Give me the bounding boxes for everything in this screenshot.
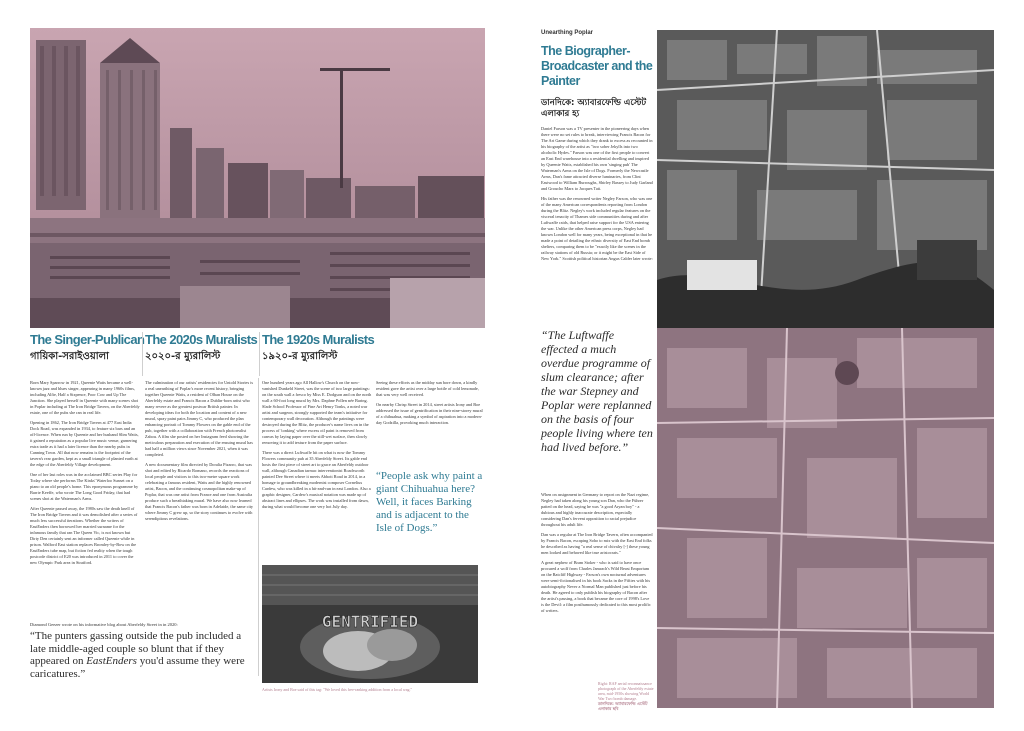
paragraph: Daniel Farson was a TV presenter in the pioneering days when there were no set rules to break, interviewing Francis Bacon for The Art Game during which they drank to excess as recounted in his biography of the artist as "two sober Jekylls into two alcoholic Hydes." Farson was one of the first people to convert an East End warehouse into a residential dwelling and inspired by Queenie Watts, established his own 'singing pub' The Waterman's Arms on the Isle of Dogs. Formerly the Newcastle Arms, Dan's fame attracted diverse luminaries, from Clint Eastwood to William Burroughs, Shirley Bassey to Judy Garland and Groucho Marx to Jacques Tati. [541,126,653,191]
paragraph: Dan was a regular at The Iron Bridge Tavern, often accompanied by Francis Bacon, escaping Soho to mix with the East End folks he described as having "a real sense of chivalry [-] these young men looked and behaved like true aristocrats." [541,532,653,555]
section-kicker: Unearthing Poplar [541,30,594,36]
column-title: The 2020s Muralists [145,332,258,347]
column-divider [258,378,259,676]
paragraph: On nearby Chrisp Street in 2014, street artists Irony and Boe addressed the issue of gentrification in their nine-storey mural of a chihuahua, making a symbol of aspiration into a modern-day Godzilla, provoking much interaction. [376,402,483,425]
paragraph: After Queenie passed away, the 1980s saw the death knell of The Iron Bridge Tavern and it was demolished after a series of much less successful iterations. Whether the writers of EastEnders then borrowed her married surname for the infamous family that ran The Queen Vic, is not known but Dirty Den certainly sent an informer called Queenie while in prison. Walford East station replaces Bromley-by-Bow on the EastEnders tube map, but fiction fed reality when the tough postcode district of E20 was introduced in 2011 to cover the new Olympic Park area in Stratford. [30,506,138,565]
graffiti-caption: Artists Irony and Boe said of this tag: "We loved this free-ranking addition from a local wag." [262,687,413,692]
article-bengali-title: ডানদিকে: অ্যাবারফেল্ডি এস্টেট এলাকার হ্য [541,98,647,119]
column-title: The Singer-Publican [30,332,145,347]
aerial-map-pink-illustration [657,328,994,708]
canary-wharf-skyline-photo [30,28,485,328]
column-divider [259,332,260,376]
aerial-photo-pink-tint [657,328,994,708]
aerial-map-illustration [657,30,994,362]
column-bengali-title: গায়িকা-সরাইওয়ালা [30,351,109,362]
caption-bengali: ডানদিকে: অ্যাবারফেল্ডি এস্টেট এলাকার ছবি [598,701,648,711]
pull-quote-chihuahua: “People ask why paint a giant Chihuahua here? Well, it faces Barking and is adjacent to the Isle of Dogs.” [376,470,483,534]
column-text-1 [30,380,140,570]
paragraph: A new documentary film directed by Doralia Pizarro, that was shot and edited by Ricardo Romano, records the reactions of local people and visitors to this two-metre square work celebrating a famous resident, Watts and the highly renowned artist, Bacon, and the continuing cosmopolitan make-up of Poplar, that was one artist from France and one from Australia produce such a breathtaking mural. We have also now learned that Francis Bacon's father was born in Adelaide, the same city where Jimmy C grew up, so the story continues to evolve with serendipitous revelations. [145,462,254,521]
aerial-photo-grayscale [657,30,994,362]
pull-quote-text: “The punters gassing outside the pub included a late middle-aged couple so blunt that if they appeared on [30,630,242,667]
paragraph: Seeing these efforts as the midday sun bore down, a kindly resident gave the artist over a large bottle of cold lemonade, that was very well received. [376,380,479,397]
right-column-text [541,126,653,266]
paragraph: One hundred years ago All Hallow's Church on the now-vanished Dunkeld Street, was the scene of two large paintings: on the south wall a fresco by Miss E. Dodgson and on the north wall a 60-foot long mural by Mrs. Daphne Pollen née Baring. Slade School Professor of Fine Art Henry Tonks, a noted war artist and surgeon, strongly supported the team's initiative for contemporary wall decoration. Although the paintings were destroyed during the Blitz, the producer's name lives on in the process of 'tonking' where excess oil paint is removed from canvas by laying paper over the still-wet surface, then slowly removing it to add texture from the paper surface. [262,380,372,445]
column-text-4 [376,380,484,430]
pull-quote-luftwaffe: “The Luftwaffe effected a much overdue programme of slum clearance; after the war Stepney and Poplar were replanned on the basis of four people living where ten had lived before.” [541,328,653,454]
column-title: The 1920s Muralists [262,332,375,347]
paragraph: There was a direct Luftwaffe hit on what is now the Tommy Flowers community pub at 35 Aberfeldy Street. Its gable end hosts the first piece of street art to grace an Aberfeldy outdoor wall, although Canadian tarmac interventionist Roadsworth painted Dee Street where it meets Abbott Road in 2014, in a homage to groundbreaking modernist composer Cornelius Cardew, who was killed in a hit-and-run in east London. Also a graphic designer, Cardew's musical notation was made up of abstract lines and ellipses. The work was installed from dawn, during what would become one very hot July day. [262,450,371,509]
pull-quote-text: you'd assume they were caricatures.” [30,655,245,680]
skyline-illustration [30,28,485,328]
right-column-text-continued [541,492,653,618]
paragraph: When on assignment in Germany to report on the Nazi regime, Negley had taken along his young son Dan, who the Führer patted on the head, saying he was "a good Aryan boy" - a dubious and highly inaccurate description, especially considering Dan's fervent opposition to racial prejudice throughout his adult life. [541,492,650,527]
paragraph: Born Mary Sparrow in 1921, Queenie Watts became a well-known jazz and blues singer, appearing in many 1960s films, including Alfie, Half a Sixpence, Poor Cow and Up The Junction. She played herself in Queenie with many scenes shot in Poplar including at The Iron Bridge Tavern, on the Aberfeldy estate, one of the pubs she ran in real life. [30,380,140,415]
paragraph: The culmination of our artists' residencies for Untold Stories is a real unearthing of Poplar's more recent history, bringing together Queenie Watts, a resident of Olban House on the Aberfeldy estate and Francis Bacon a Dublin-born artist who many revere as the greatest postwar British painter. In developing ideas for both the location and content of a new mural, spray paint pairs Jimmy C, who produced the plan enhancing portrait of Tommy Flowers on the gable end of the pub, together with a collaboration with French photorealist Zabou. A film she posted on her Instagram feed showing the meticulous preparation and execution of the ensuing mural has had half a million views since November 2021, when it was completed. [145,380,254,457]
paragraph: His father was the renowned writer Negley Farson, who was one of the many American correspondents reporting from London during the Blitz. Negley's work included regular features on the visceral tenacity of Thames side communities during and after Luftwaffe raids, that helped raise support for the USA entering the war. Unlike the other American press corps, Negley had known London well for many years, being exceptional in that he made a point of detailing the ethnic diversity of East End bomb shelters, comparing them to be "exactly like the scenes in the railway stations of old Russia; or it might be the East Side of New York." Scottish political historian Angus Calder later wrote: [541,196,653,261]
left-page [30,28,485,708]
pull-quote-punters [30,630,258,680]
paragraph: Opening in 1862, The Iron Bridge Tavern at 477 East India Dock Road, was expanded in 1934, to feature six bars and an off-licence. When run by Queenie and her husband Slim Watts, it gained a reputation as a popular live music venue, garnering extra trade as it had a later licence than the nearby pubs in Canning Town. All that now remains is the footprint of the tavern's rear garden, kept as a small triangle of planted earth at the edge of the Aberfeldy Village development. [30,420,139,467]
column-text-2 [145,380,255,526]
column-text-3 [262,380,372,514]
caption-text: Right: RAF aerial reconnaissance photograph of the Aberfeldy estate area, mid-1950s showing World War Two bomb damage. [598,681,654,701]
column-heading-2020s-muralists [145,332,257,380]
column-heading-singer-publican [30,332,145,380]
quote-intro: Diamond Geezer wrote on his informative blog about Aberfeldy Street in in 2020: [30,622,178,627]
graffiti-tag-text: GENTRIFIED [321,612,419,631]
graffiti-illustration [262,565,478,683]
paragraph: A great nephew of Bram Stoker - who is said to have once procured a wolf from Charles Jamrach's Wild Beast Emporium on the Ratcliff Highway - Farson's own nocturnal adventures were semi-fictionalised in his book Sacks in the Fifties with his autobiography Never a Normal Man published just before his death. He agreed to only publish his biography of Bacon after the artist's passing, a book that became the core of 1998's Love is the Devil: a film posthumously dedicated to this most prolific of writers. [541,560,651,613]
column-bengali-title: ২০২০-র ম্যুরালিস্ট [145,351,221,362]
column-bengali-title: ১৯২০-র ম্যুরালিস্ট [262,351,338,362]
paragraph: One of her last roles was in the acclaimed BBC series Play for Today where she performs The Kinks' Waterloo Sunset on a piano to an old people's home. This eponymous programme by Barrie Keeffe, who wrote The Long Good Friday, that had scenes shot at the Waterman's Arms. [30,472,139,501]
column-heading-1920s-muralists [262,332,375,380]
aerial-photo-caption [598,681,654,711]
column-divider [142,332,143,376]
pull-quote-show-title: EastEnders [86,655,137,667]
gentrified-graffiti-photo [262,565,478,683]
article-title: The Biographer-Broadcaster and the Painter [541,44,653,88]
